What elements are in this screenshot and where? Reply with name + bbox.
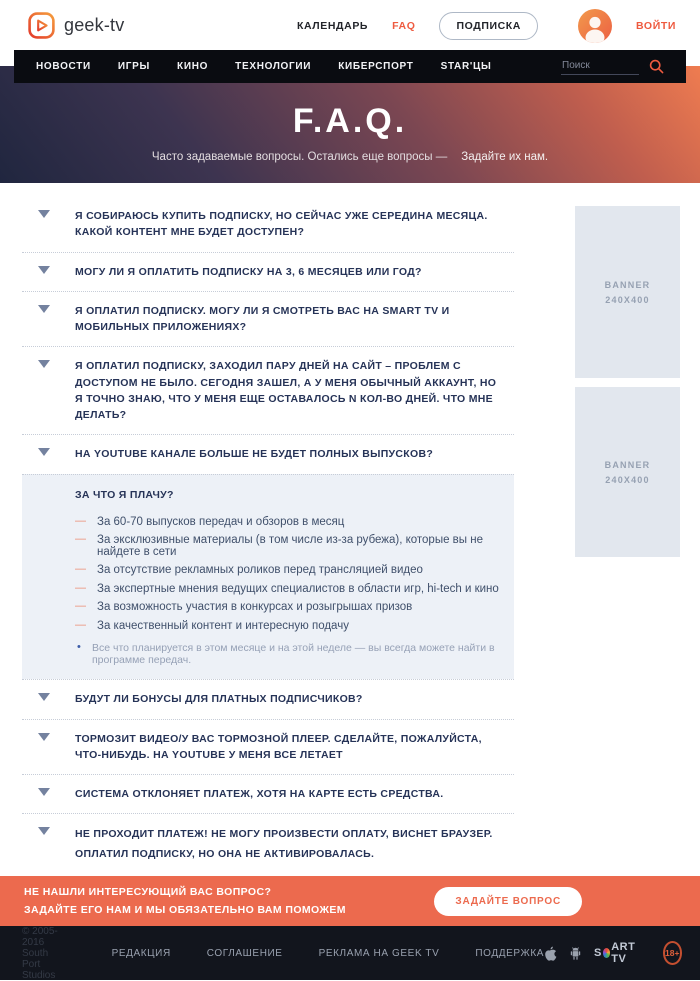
nav-calendar[interactable]: КАЛЕНДАРЬ (296, 19, 369, 32)
faq-answer: — За эксклюзивные материалы (в том числе из-за рубежа), которые вы не найдете в сети (75, 535, 504, 558)
android-icon[interactable] (569, 946, 582, 961)
chevron-down-icon (38, 266, 50, 274)
faq-question: МОГУ ЛИ Я ОПЛАТИТЬ ПОДПИСКУ НА 3, 6 МЕСЯЦЕВ ИЛИ ГОД? (75, 265, 422, 278)
apple-icon[interactable] (544, 946, 557, 961)
faq-item[interactable] (22, 197, 514, 252)
banner-size-label: 240X400 (605, 294, 650, 305)
cta-bar (0, 876, 700, 926)
faq-answer: — За качественный контент и интересную подачу (75, 621, 504, 633)
menu-item-startsy[interactable]: STAR'ЦЫ (440, 61, 492, 72)
faq-question: НЕ ПРОХОДИТ ПЛАТЕЖ! НЕ МОГУ ПРОИЗВЕСТИ ОПЛАТУ, ВИСНЕТ БРАУЗЕР. ОПЛАТИЛ ПОДПИСКУ, НО ОНА НЕ АКТИВИРОВАЛАСЬ. (75, 828, 493, 861)
faq-question: ЗА ЧТО Я ПЛАЧУ? (75, 488, 174, 501)
footer (0, 926, 700, 980)
smart-tv-logo[interactable] (594, 941, 642, 965)
footer-link-support[interactable]: ПОДДЕРЖКА (475, 947, 545, 959)
banner-label: BANNER (604, 459, 651, 470)
geek-tv-logo-icon (28, 12, 55, 39)
menu-item-tech[interactable]: ТЕХНОЛОГИИ (235, 61, 312, 72)
banner-label: BANNER (604, 279, 651, 290)
faq-answer: — За 60-70 выпусков передач и обзоров в месяц (75, 517, 504, 529)
faq-item-expanded[interactable] (22, 474, 514, 680)
faq-item[interactable] (22, 813, 514, 876)
menu-item-esports[interactable]: КИБЕРСПОРТ (338, 61, 414, 72)
chevron-down-icon (38, 305, 50, 313)
faq-question: НА YOUTUBE КАНАЛЕ БОЛЬШЕ НЕ БУДЕТ ПОЛНЫХ ВЫПУСКОВ? (75, 448, 434, 461)
site-logo-text: geek-tv (64, 15, 125, 35)
chevron-down-icon (38, 693, 50, 701)
cta-line1: НЕ НАШЛИ ИНТЕРЕСУЮЩИЙ ВАС ВОПРОС? (24, 885, 272, 898)
faq-answer-note: • Все что планируется в этом месяце и на этой неделе — вы всегда можете найти в программе передач. (75, 642, 504, 666)
faq-item[interactable] (22, 774, 514, 813)
faq-item[interactable] (22, 291, 514, 347)
faq-item[interactable] (22, 719, 514, 775)
subscribe-button[interactable]: ПОДПИСКА (439, 12, 538, 40)
user-avatar[interactable] (578, 9, 612, 43)
nav-faq[interactable]: FAQ (392, 19, 416, 32)
page-title: F.A.Q. (292, 102, 408, 140)
chevron-down-icon (38, 788, 50, 796)
chevron-down-icon (38, 210, 50, 218)
search-input[interactable] (561, 58, 639, 75)
main-menu-bar (14, 50, 686, 83)
faq-item[interactable] (22, 434, 514, 473)
chevron-down-icon (38, 827, 50, 835)
smart-tv-text: ART TV (611, 941, 636, 966)
faq-question: Я СОБИРАЮСЬ КУПИТЬ ПОДПИСКУ, НО СЕЙЧАС УЖЕ СЕРЕДИНА МЕСЯЦА. КАКОЙ КОНТЕНТ МНЕ БУДЕТ ДОСТУПЕН? (75, 210, 488, 239)
page-subtitle (0, 151, 700, 163)
age-18-badge: 18+ (663, 941, 682, 965)
sidebar-banners (575, 197, 680, 557)
faq-question: СИСТЕМА ОТКЛОНЯЕТ ПЛАТЕЖ, ХОТЯ НА КАРТЕ ЕСТЬ СРЕДСТВА. (75, 788, 444, 801)
faq-question: Я ОПЛАТИЛ ПОДПИСКУ, ЗАХОДИЛ ПАРУ ДНЕЙ НА САЙТ – ПРОБЛЕМ С ДОСТУПОМ НЕ БЫЛО. СЕГОДНЯ ЗАШЕЛ, А У МЕНЯ ОБЫЧНЫЙ АККАУНТ, НО Я ТОЧНО ЗНАЮ, ЧТО У МЕНЯ ЕЩЕ ОСТАВАЛОСЬ N КОЛ-ВО ДНЕЙ. ЧТО МНЕ ДЕЛАТЬ? (75, 360, 497, 422)
cta-text (24, 883, 346, 920)
faq-answer: — За экспертные мнения ведущих специалистов в области игр, hi-tech и кино (75, 584, 504, 596)
banner-size-label: 240X400 (605, 474, 650, 485)
footer-link-advertising[interactable]: РЕКЛАМА НА GEEK TV (318, 947, 440, 959)
faq-item[interactable] (22, 346, 514, 434)
faq-answer-list (75, 517, 504, 633)
ad-banner[interactable] (575, 387, 680, 557)
faq-question: ТОРМОЗИТ ВИДЕО/У ВАС ТОРМОЗНОЙ ПЛЕЕР. СДЕЛАЙТЕ, ПОЖАЛУЙСТА, ЧТО-НИБУДЬ. НА YOUTUBE У МЕНЯ ВСЕ ЛЕТАЕТ (75, 732, 482, 761)
chevron-down-icon (38, 448, 50, 456)
faq-answer: — За отсутствие рекламных роликов перед трансляцией видео (75, 565, 504, 577)
faq-list (22, 197, 514, 876)
faq-question: БУДУТ ЛИ БОНУСЫ ДЛЯ ПЛАТНЫХ ПОДПИСЧИКОВ? (75, 693, 363, 706)
faq-question: Я ОПЛАТИЛ ПОДПИСКУ. МОГУ ЛИ Я СМОТРЕТЬ ВАС НА SMART TV И МОБИЛЬНЫХ ПРИЛОЖЕНИЯХ? (75, 304, 450, 334)
menu-item-news[interactable]: НОВОСТИ (36, 61, 91, 72)
menu-item-games[interactable]: ИГРЫ (117, 61, 151, 72)
chevron-down-icon (38, 360, 50, 368)
top-header (0, 0, 700, 72)
search-icon[interactable] (649, 59, 664, 74)
ad-banner[interactable] (575, 206, 680, 378)
copyright: © 2005-2016 South Port Studios (22, 925, 58, 981)
main-content (0, 183, 700, 876)
faq-item[interactable] (22, 252, 514, 291)
hero-banner (0, 66, 700, 183)
site-logo[interactable] (28, 12, 124, 39)
ask-question-button[interactable]: ЗАДАЙТЕ ВОПРОС (434, 887, 582, 916)
subtitle-text: Часто задаваемые вопросы. Остались еще вопросы — (151, 151, 448, 163)
faq-answer: — За возможность участия в конкурсах и розыгрышах призов (75, 602, 504, 614)
footer-link-agreement[interactable]: СОГЛАШЕНИЕ (206, 947, 283, 959)
smart-tv-text: S (594, 947, 602, 960)
ask-us-link[interactable]: Задайте их нам. (461, 151, 549, 163)
faq-item[interactable] (22, 679, 514, 718)
menu-item-movies[interactable]: КИНО (177, 61, 209, 72)
chevron-down-icon (38, 733, 50, 741)
footer-link-editorial[interactable]: РЕДАКЦИЯ (111, 947, 171, 959)
smart-tv-icon (603, 948, 610, 958)
login-button[interactable]: ВОЙТИ (636, 19, 676, 32)
cta-line2: ЗАДАЙТЕ ЕГО НАМ И МЫ ОБЯЗАТЕЛЬНО ВАМ ПОМОЖЕМ (24, 904, 346, 917)
